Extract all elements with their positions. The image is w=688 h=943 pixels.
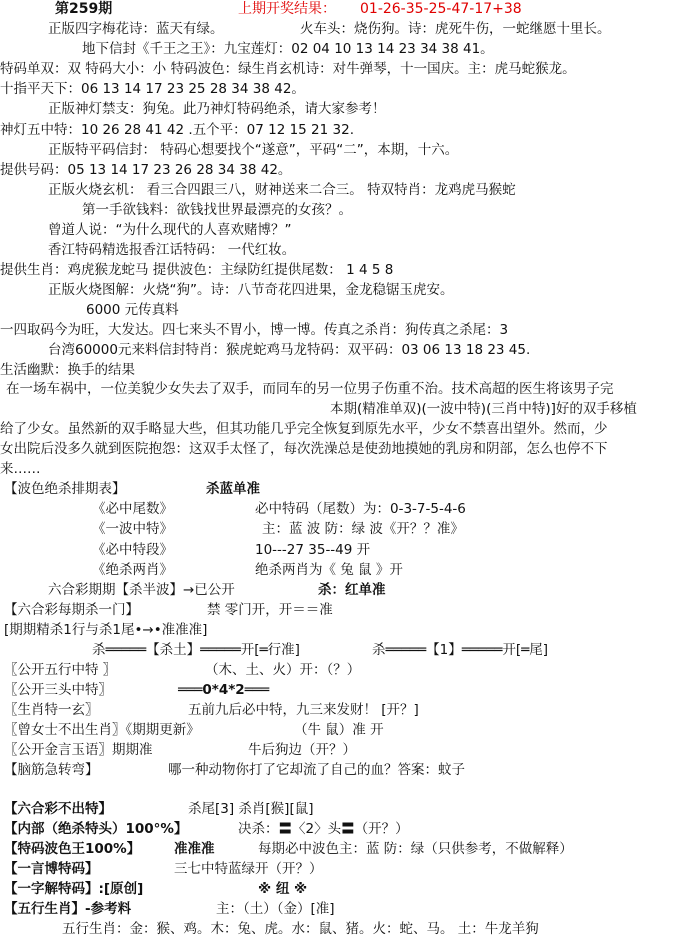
result-label: 上期开奖结果： — [238, 1, 336, 17]
bottom-value: ※ 纽 ※ — [258, 881, 308, 897]
bottom-value: 主：（土）（金）[准] — [216, 901, 335, 917]
table-value: 禁 零门开，开＝＝准 — [207, 602, 333, 618]
text-line: 提供号码：05 13 14 17 23 26 28 34 38 42。 — [0, 162, 292, 178]
table-label: 〖公开三头中特〗 — [4, 682, 112, 698]
table-label: 六合彩期期【杀半波】→已公开 — [48, 582, 235, 598]
issue-number: 第259期 — [55, 1, 113, 17]
bottom-value: 五行生肖：金：猴、鸡。木：兔、虎。水：鼠、猪。火：蛇、马。 土：牛龙羊狗 — [62, 921, 539, 937]
table-value: 10---27 35--49 开 — [255, 542, 371, 558]
text-line: 正版神灯禁支：狗兔。此乃神灯特码绝杀，请大家参考！ — [48, 101, 386, 117]
text-line: 6000 元传真料 — [86, 302, 179, 318]
bottom-label: 【一字解特码】:[原创] — [4, 881, 144, 897]
text-line: 曾道人说：“为什么现代的人喜欢赌博？” — [48, 222, 292, 238]
bottom-label: 【内部（绝杀特头）100°%】 — [4, 821, 188, 837]
bottom-value: 准准准 — [174, 841, 215, 857]
table-label: [期期精杀1行与杀1尾•→•准准准] — [4, 622, 208, 638]
text-line: 香江特码精选报香江话特码： 一代红妆。 — [48, 242, 296, 258]
text-line: 十指平天下：06 13 14 17 23 25 28 34 38 42。 — [0, 81, 305, 97]
table-label: 《必中特段》 — [92, 542, 173, 558]
bottom-label: 【六合彩不出特】 — [4, 801, 112, 817]
story-line: 在一场车祸中，一位美貌少女失去了双手，而同车的另一位男子伤重不治。技术高超的医生将该男子完 — [6, 381, 614, 397]
story-line: 来…… — [0, 461, 41, 477]
table-value: 杀：红单准 — [318, 582, 386, 598]
table-label: 《绝杀两肖》 — [92, 562, 173, 578]
text-line: 正版火烧图解：火烧“狗”。诗：八节奇花四进果，金龙稳锯玉虎安。 — [48, 282, 454, 298]
table-label: 【波色绝杀排期表】 — [4, 481, 126, 497]
table-value: 牛后狗边（开？） — [248, 742, 356, 758]
table-value: 主：蓝 波 防：绿 波《开？？准》 — [262, 521, 464, 537]
table-value: 五前九后必中特，九三来发财！ [开？] — [188, 702, 419, 718]
bottom-label: 【五行生肖】-参考料 — [4, 901, 132, 917]
bottom-value: 三七中特蓝绿开（开？） — [174, 861, 323, 877]
text-line: 提供生肖：鸡虎猴龙蛇马 提供波色：主绿防红提供尾数： 1 4 5 8 — [0, 262, 394, 278]
bottom-label: 【一言博特码】 — [4, 861, 99, 877]
text-line: 火车头：烧伤狗。诗：虎死牛伤，一蛇继愿十里长。 — [300, 21, 611, 37]
table-value: 杀═════【杀土】═════开[═行准] — [92, 642, 300, 658]
text-line: 台湾60000元来料信封特肖：猴虎蛇鸡马龙特码：双平码：03 06 13 18 23 45. — [48, 342, 531, 358]
table-label: 〖生肖特一玄〗 — [4, 702, 99, 718]
table-label: 《必中尾数》 — [92, 501, 173, 517]
bottom-label: 【特码波色王100%】 — [4, 841, 141, 857]
result-numbers: 01-26-35-25-47-17+38 — [360, 1, 522, 17]
table-value: （木、土、火）开：（？） — [205, 662, 361, 678]
text-line: 特码单双：双 特码大小：小 特码波色：绿生肖玄机诗：对牛弹琴，十一国庆。主：虎马蛇猴龙。 — [0, 61, 576, 77]
table-label: 【六合彩每期杀一门】 — [4, 602, 139, 618]
bottom-value: 杀尾[3] 杀肖[猴][鼠] — [188, 801, 314, 817]
table-value: 绝杀两肖为《 兔 鼠 》开 — [255, 562, 403, 578]
table-value: 杀蓝单准 — [206, 481, 260, 497]
text-line: 第一手欲钱料：欲钱找世界最漂亮的女孩？。 — [82, 202, 352, 218]
text-line: 地下信封《千王之王》：九宝莲灯：02 04 10 13 14 23 34 38 41。 — [82, 41, 494, 57]
table-value: 必中特码（尾数）为：0-3-7-5-4-6 — [255, 501, 466, 517]
story-line: 女出院后没多久就到医院抱怨：这双手太怪了，每次洗澡总是使劲地摸她的乳房和阴部，怎么也停不下 — [0, 441, 608, 457]
table-label: 《一波中特》 — [92, 521, 173, 537]
text-line: 神灯五中特：10 26 28 41 42 .五个平：07 12 15 21 32. — [0, 122, 354, 138]
table-value: （牛 鼠）准 开 — [294, 722, 384, 738]
story-line: 本期(精准单双)(一波中特)(三肖中特)]好的双手移植 — [330, 401, 637, 417]
text-line: 正版特平码信封： 特码心想要找个“遂意”，平码“二”，本期，十六。 — [48, 142, 459, 158]
table-value: ═══0*4*2═══ — [178, 682, 270, 698]
story-line: 给了少女。虽然新的双手略显大些，但其功能几乎完全恢复到原先水平，少女不禁喜出望外。然而，少 — [0, 421, 608, 437]
bottom-value: 决杀：〓〈2〉头〓（开？） — [238, 821, 409, 837]
table-value: 杀═════【1】═════开[═尾] — [372, 642, 549, 658]
table-value: 哪一种动物你打了它却流了自己的血？答案：蚊子 — [168, 762, 465, 778]
text-line: 正版四字梅花诗：蓝天有绿。 — [48, 21, 224, 37]
text-line: 正版火烧玄机： 看三合四跟三八，财神送来二合三。 特双特肖：龙鸡虎马猴蛇 — [48, 182, 516, 198]
text-line: 生活幽默：换手的结果 — [0, 362, 135, 378]
table-label: 〖公开金言玉语〗期期准 — [4, 742, 153, 758]
table-label: 【脑筋急转弯】 — [4, 762, 99, 778]
bottom-value: 每期必中波色主：蓝 防：绿（只供参考，不做解释） — [258, 841, 573, 857]
text-line: 一四取码今为旺，大发达。四七来头不胃小，博一博。传真之杀肖：狗传真之杀尾：3 — [0, 322, 509, 338]
table-label: 〖曾女士不出生肖〗《期期更新》 — [4, 722, 200, 738]
table-label: 〖公开五行中特 〗 — [4, 662, 117, 678]
